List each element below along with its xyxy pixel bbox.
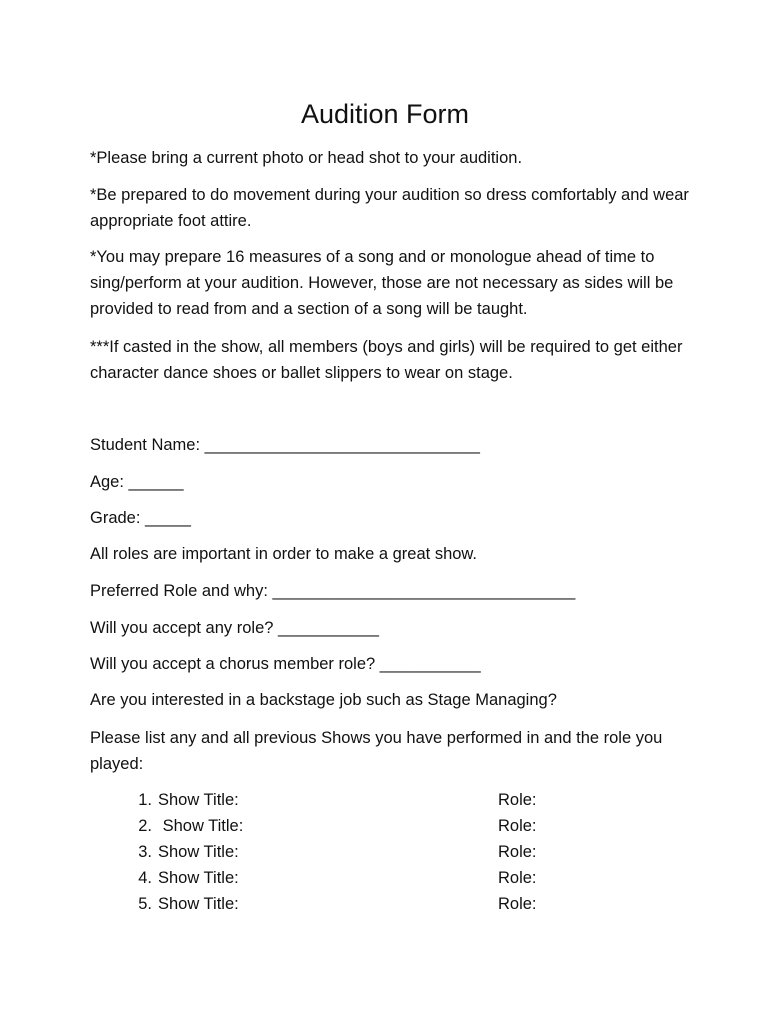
show-row: [0, 865, 770, 891]
accept-any-role-field[interactable]: Will you accept any role? ___________: [90, 619, 379, 637]
role-field[interactable]: Role:: [498, 869, 537, 887]
show-row: [0, 813, 770, 839]
role-field[interactable]: Role:: [498, 817, 537, 835]
show-number: 2.: [138, 817, 152, 835]
previous-shows-prompt: Please list any and all previous Shows you have performed in and the role you played:: [90, 729, 663, 773]
show-number: 1.: [138, 791, 152, 809]
backstage-question: Are you interested in a backstage job such as Stage Managing?: [90, 691, 557, 709]
page-title: Audition Form: [300, 99, 470, 129]
show-title-field[interactable]: Show Title:: [158, 895, 239, 913]
role-field[interactable]: Role:: [498, 791, 537, 809]
role-field[interactable]: Role:: [498, 895, 537, 913]
show-title-field[interactable]: Show Title:: [158, 843, 239, 861]
show-row: [0, 787, 770, 813]
show-row: [0, 839, 770, 865]
show-number: 4.: [138, 869, 152, 887]
roles-note: All roles are important in order to make a great show.: [90, 545, 478, 563]
student-name-field[interactable]: Student Name: ______________________________: [90, 436, 480, 454]
show-title-field[interactable]: Show Title:: [158, 869, 239, 887]
grade-field[interactable]: Grade: _____: [90, 509, 191, 527]
show-number: 3.: [138, 843, 152, 861]
instruction-shoes: ***If casted in the show, all members (boys and girls) will be required to get either character dance shoes or ballet slippers to wear on stage.: [90, 338, 683, 382]
role-field[interactable]: Role:: [498, 843, 537, 861]
show-number: 5.: [138, 895, 152, 913]
preferred-role-field[interactable]: Preferred Role and why: _________________________________: [90, 582, 576, 600]
instruction-photo: *Please bring a current photo or head shot to your audition.: [90, 149, 523, 167]
instruction-song: *You may prepare 16 measures of a song and or monologue ahead of time to sing/perform at your audition. However, those are not necessary as sides will be provided to read from and a section of a song will be taught.: [90, 248, 674, 318]
age-field[interactable]: Age: ______: [90, 473, 184, 491]
show-row: [0, 891, 770, 917]
accept-chorus-field[interactable]: Will you accept a chorus member role? ___________: [90, 655, 481, 673]
show-title-field[interactable]: Show Title:: [158, 791, 239, 809]
instruction-movement: *Be prepared to do movement during your audition so dress comfortably and wear appropriate foot attire.: [90, 186, 689, 230]
show-title-field[interactable]: Show Title:: [158, 817, 244, 835]
